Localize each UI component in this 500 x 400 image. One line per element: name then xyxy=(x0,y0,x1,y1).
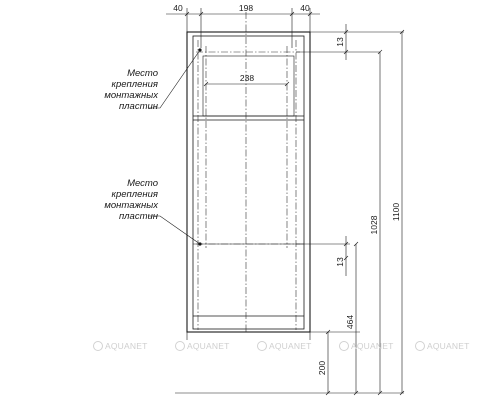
floor-dimension xyxy=(187,330,330,395)
callout-lower-line-4: пластин xyxy=(118,211,158,222)
dim-lower-height: 464 xyxy=(345,314,355,330)
centerlines xyxy=(196,12,300,332)
dim-plate-height: 1028 xyxy=(369,215,379,235)
svg-text:AQUANET: AQUANET xyxy=(351,341,394,351)
callout-upper-line-3: монтажных xyxy=(104,90,158,101)
svg-text:AQUANET: AQUANET xyxy=(187,341,230,351)
dim-total-height: 1100 xyxy=(391,202,401,222)
dim-top-left: 40 xyxy=(173,3,183,13)
watermark-4 xyxy=(340,341,394,351)
watermark-1 xyxy=(94,341,148,351)
svg-text:AQUANET: AQUANET xyxy=(269,341,312,351)
dim-top-offset: 13 xyxy=(335,37,345,47)
dim-top-center: 198 xyxy=(238,3,254,13)
watermark-row xyxy=(94,341,470,351)
callout-upper-line-1: Место xyxy=(127,68,158,79)
callout-upper-line-4: пластин xyxy=(118,101,158,112)
svg-text:AQUANET: AQUANET xyxy=(105,341,148,351)
top-dimension-chain xyxy=(166,3,320,48)
watermark-5 xyxy=(416,341,470,351)
callout-lower-line-2: крепления xyxy=(111,189,158,200)
callout-upper-line-2: крепления xyxy=(111,79,158,90)
right-dimensions xyxy=(175,24,404,395)
inner-width-dimension xyxy=(204,73,289,86)
dim-mid-offset: 13 xyxy=(335,257,345,267)
watermark-2 xyxy=(176,341,230,351)
watermark-3 xyxy=(258,341,312,351)
dim-inner-width: 238 xyxy=(239,73,255,83)
callout-lower-line-3: монтажных xyxy=(104,200,158,211)
svg-text:AQUANET: AQUANET xyxy=(427,341,470,351)
callout-lower-line-1: Место xyxy=(127,178,158,189)
dim-floor-height: 200 xyxy=(317,360,327,376)
dim-top-right: 40 xyxy=(300,3,310,13)
